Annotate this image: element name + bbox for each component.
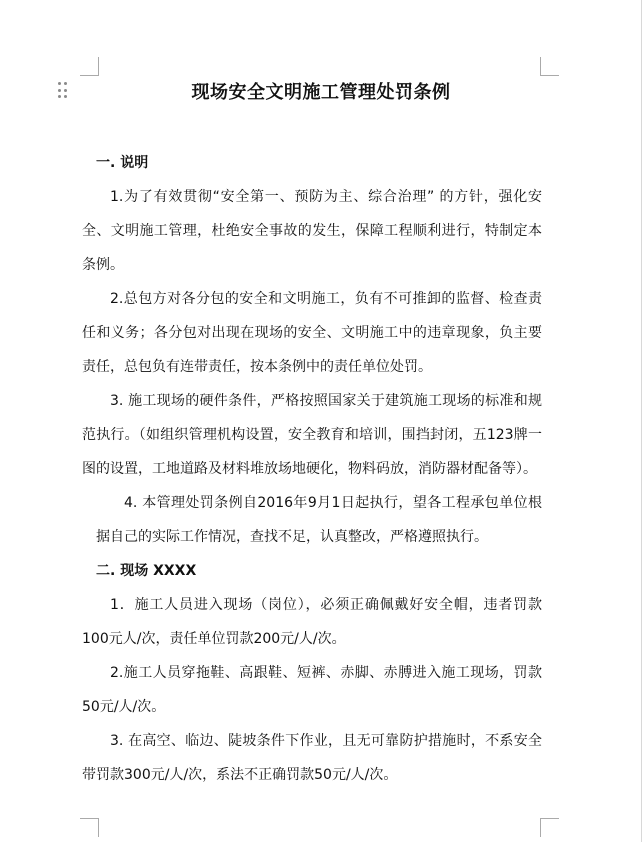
section-heading: 二. 现场 XXXX (96, 563, 197, 579)
document-title: 现场安全文明施工管理处罚条例 (191, 82, 451, 103)
crop-mark-bottom-left (80, 818, 99, 837)
paragraph: 2.施工人员穿拖鞋、高跟鞋、短裤、赤脚、赤膊进入施工现场，罚款50元/人/次。 (82, 665, 542, 715)
paragraph: 1．施工人员进入现场（岗位），必须正确佩戴好安全帽，违者罚款100元人/次，责任单位罚款200元/人/次。 (82, 597, 542, 647)
paragraph: 3. 施工现场的硬件条件，严格按照国家关于建筑施工现场的标准和规范执行。（如组织管理机构设置，安全教育和培训，围挡封闭，五123牌一图的设置，工地道路及材料堆放场地硬化，物料码放，消防器材配备等）。 (82, 393, 542, 477)
paragraph: 1.为了有效贯彻“安全第一、预防为主、综合治理” 的方针，强化安全、文明施工管理，杜绝安全事故的发生，保障工程顺利进行，特制定本条例。 (82, 189, 542, 273)
paragraph: 3. 在高空、临边、陡坡条件下作业，且无可靠防护措施时，不系安全带罚款300元/人/次，系法不正确罚款50元/人/次。 (82, 733, 542, 783)
crop-mark-top-right (540, 57, 559, 76)
paragraph: 4. 本管理处罚条例自2016年9月1日起执行，望各工程承包单位根据自己的实际工作情况，查找不足，认真整改，严格遵照执行。 (96, 495, 542, 545)
section-heading: 一. 说明 (96, 155, 149, 171)
paragraph: 2.总包方对各分包的安全和文明施工，负有不可推卸的监督、检查责任和义务；各分包对出现在现场的安全、文明施工中的违章现象，负主要责任，总包负有连带责任，按本条例中的责任单位处罚。 (82, 291, 542, 375)
crop-mark-bottom-right (540, 818, 559, 837)
crop-mark-top-left (80, 57, 99, 76)
document-body (82, 146, 542, 792)
